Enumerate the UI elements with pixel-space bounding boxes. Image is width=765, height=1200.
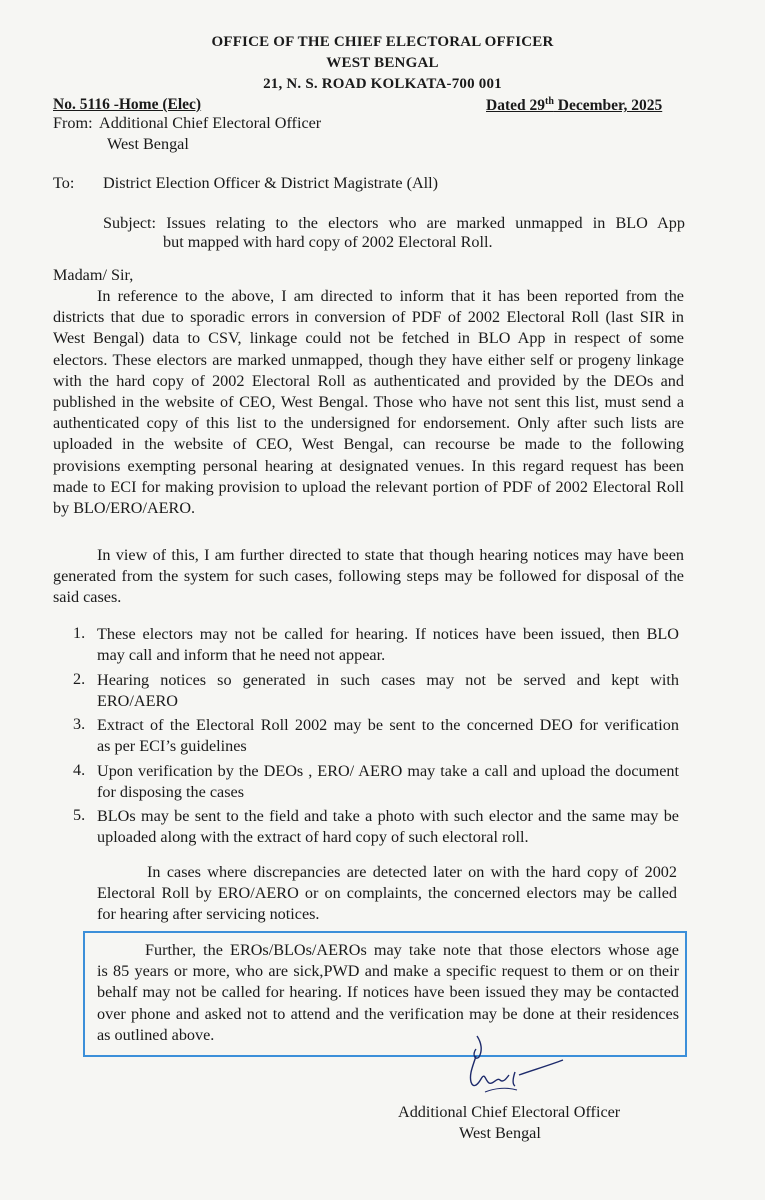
paragraph-line: by BLO/ERO/AERO. — [53, 499, 196, 518]
from-state: West Bengal — [107, 135, 189, 153]
step-text-line: Hearing notices so generated in such cases may not be served and kept with — [97, 671, 679, 689]
step-text-line: BLOs may be sent to the field and take a photo with such elector and the same may be — [97, 807, 679, 825]
paragraph-line: In reference to the above, I am directed to inform that it has been reported from the — [97, 287, 684, 305]
paragraph-line: authenticated copy of this list to the undersigned for endorsement. Only after such lists are — [53, 414, 684, 433]
memo-number: No. 5116 -Home (Elec) — [53, 96, 202, 113]
paragraph-line: provisions exempting personal hearing at designated venues. In this regard request has been — [53, 456, 684, 475]
paragraph-line: uploaded in the website of CEO, West Bengal, can recourse be made to the following — [53, 435, 684, 454]
paragraph-hearing-notices — [53, 545, 684, 609]
step-number: 5. — [73, 806, 86, 824]
subject-line: Subject: Issues relating to the electors who are marked unmapped in BLO App — [103, 214, 685, 232]
step-item — [97, 715, 679, 757]
paragraph-line: published in the website of CEO, West Bengal. Those who have not sent this list, must send a — [53, 393, 684, 412]
step-text-line: These electors may not be called for hearing. If notices have been issued, then BLO — [97, 625, 679, 643]
paragraph-line: as outlined above. — [97, 1025, 215, 1044]
step-text-line: may call and inform that he need not appear. — [97, 646, 386, 665]
paragraph-line: Further, the EROs/BLOs/AEROs may take note that those electors whose age — [145, 941, 679, 959]
office-heading: OFFICE OF THE CHIEF ELECTORAL OFFICER — [211, 34, 554, 50]
signatory-state: West Bengal — [459, 1124, 541, 1142]
paragraph-line: over phone and asked not to attend and the verification may be done at their residences — [97, 1004, 679, 1023]
step-text-line: uploaded along with the extract of hard copy of such electoral roll. — [97, 828, 529, 847]
step-text-line: as per ECI’s guidelines — [97, 737, 247, 756]
paragraph-line: for hearing after servicing notices. — [97, 905, 320, 924]
paragraph-line: said cases. — [53, 588, 122, 607]
step-text-line: for disposing the cases — [97, 783, 245, 802]
paragraph-line: behalf may not be called for hearing. If notices have been issued they may be contacted — [97, 983, 679, 1002]
to-label: To: — [53, 174, 75, 192]
step-number: 2. — [73, 670, 86, 688]
step-number: 1. — [73, 624, 86, 642]
paragraph-discrepancies — [97, 862, 677, 926]
subject-line: but mapped with hard copy of 2002 Electoral Roll. — [163, 233, 493, 251]
office-address: 21, N. S. ROAD KOLKATA-700 001 — [263, 76, 502, 92]
paragraph-line: In cases where discrepancies are detected later on with the hard copy of 2002 — [147, 863, 677, 881]
paragraph-senior-electors — [97, 940, 679, 1046]
step-text-line: ERO/AERO — [97, 692, 178, 711]
from-label: From: — [53, 114, 93, 132]
paragraph-line: made to ECI for making provision to upload the relevant portion of PDF of 2002 Electoral Roll — [53, 477, 684, 496]
from-designation: Additional Chief Electoral Officer — [99, 114, 322, 132]
step-number: 4. — [73, 761, 86, 779]
signatory-designation: Additional Chief Electoral Officer — [398, 1103, 621, 1121]
step-item — [97, 670, 679, 712]
paragraph-line: West Bengal) data to CSV, linkage could not be fetched in BLO App in respect of some — [53, 329, 684, 348]
memo-date: Dated 29th December, 2025 — [486, 96, 663, 115]
step-text-line: Extract of the Electoral Roll 2002 may be sent to the concerned DEO for verification — [97, 716, 679, 734]
step-text-line: Upon verification by the DEOs , ERO/ AERO may take a call and upload the document — [97, 762, 679, 780]
subject — [103, 213, 685, 234]
paragraph-line: Electoral Roll by ERO/AERO or on complaints, the concerned electors may be called — [97, 884, 677, 903]
paragraph-reference — [53, 286, 684, 519]
step-item — [97, 624, 679, 666]
to-recipient: District Election Officer & District Magistrate (All) — [103, 174, 439, 192]
salutation: Madam/ Sir, — [53, 266, 134, 284]
paragraph-line: electors. These electors are marked unmapped, though they have either self or progeny linkage — [53, 350, 684, 369]
office-state: WEST BENGAL — [326, 55, 439, 71]
paragraph-line: with the hard copy of 2002 Electoral Roll as authenticated and provided by the DEOs and — [53, 371, 684, 390]
paragraph-line: In view of this, I am further directed to state that though hearing notices may have been — [97, 546, 684, 564]
paragraph-line: districts that due to sporadic errors in conversion of PDF of 2002 Electoral Roll (last SIR in — [53, 308, 684, 327]
paragraph-line: is 85 years or more, who are sick,PWD and make a specific request to them or on their — [97, 962, 679, 981]
paragraph-line: generated from the system for such cases, following steps may be followed for disposal of the — [53, 567, 684, 586]
step-item — [97, 806, 679, 848]
step-item — [97, 761, 679, 803]
step-number: 3. — [73, 715, 86, 733]
